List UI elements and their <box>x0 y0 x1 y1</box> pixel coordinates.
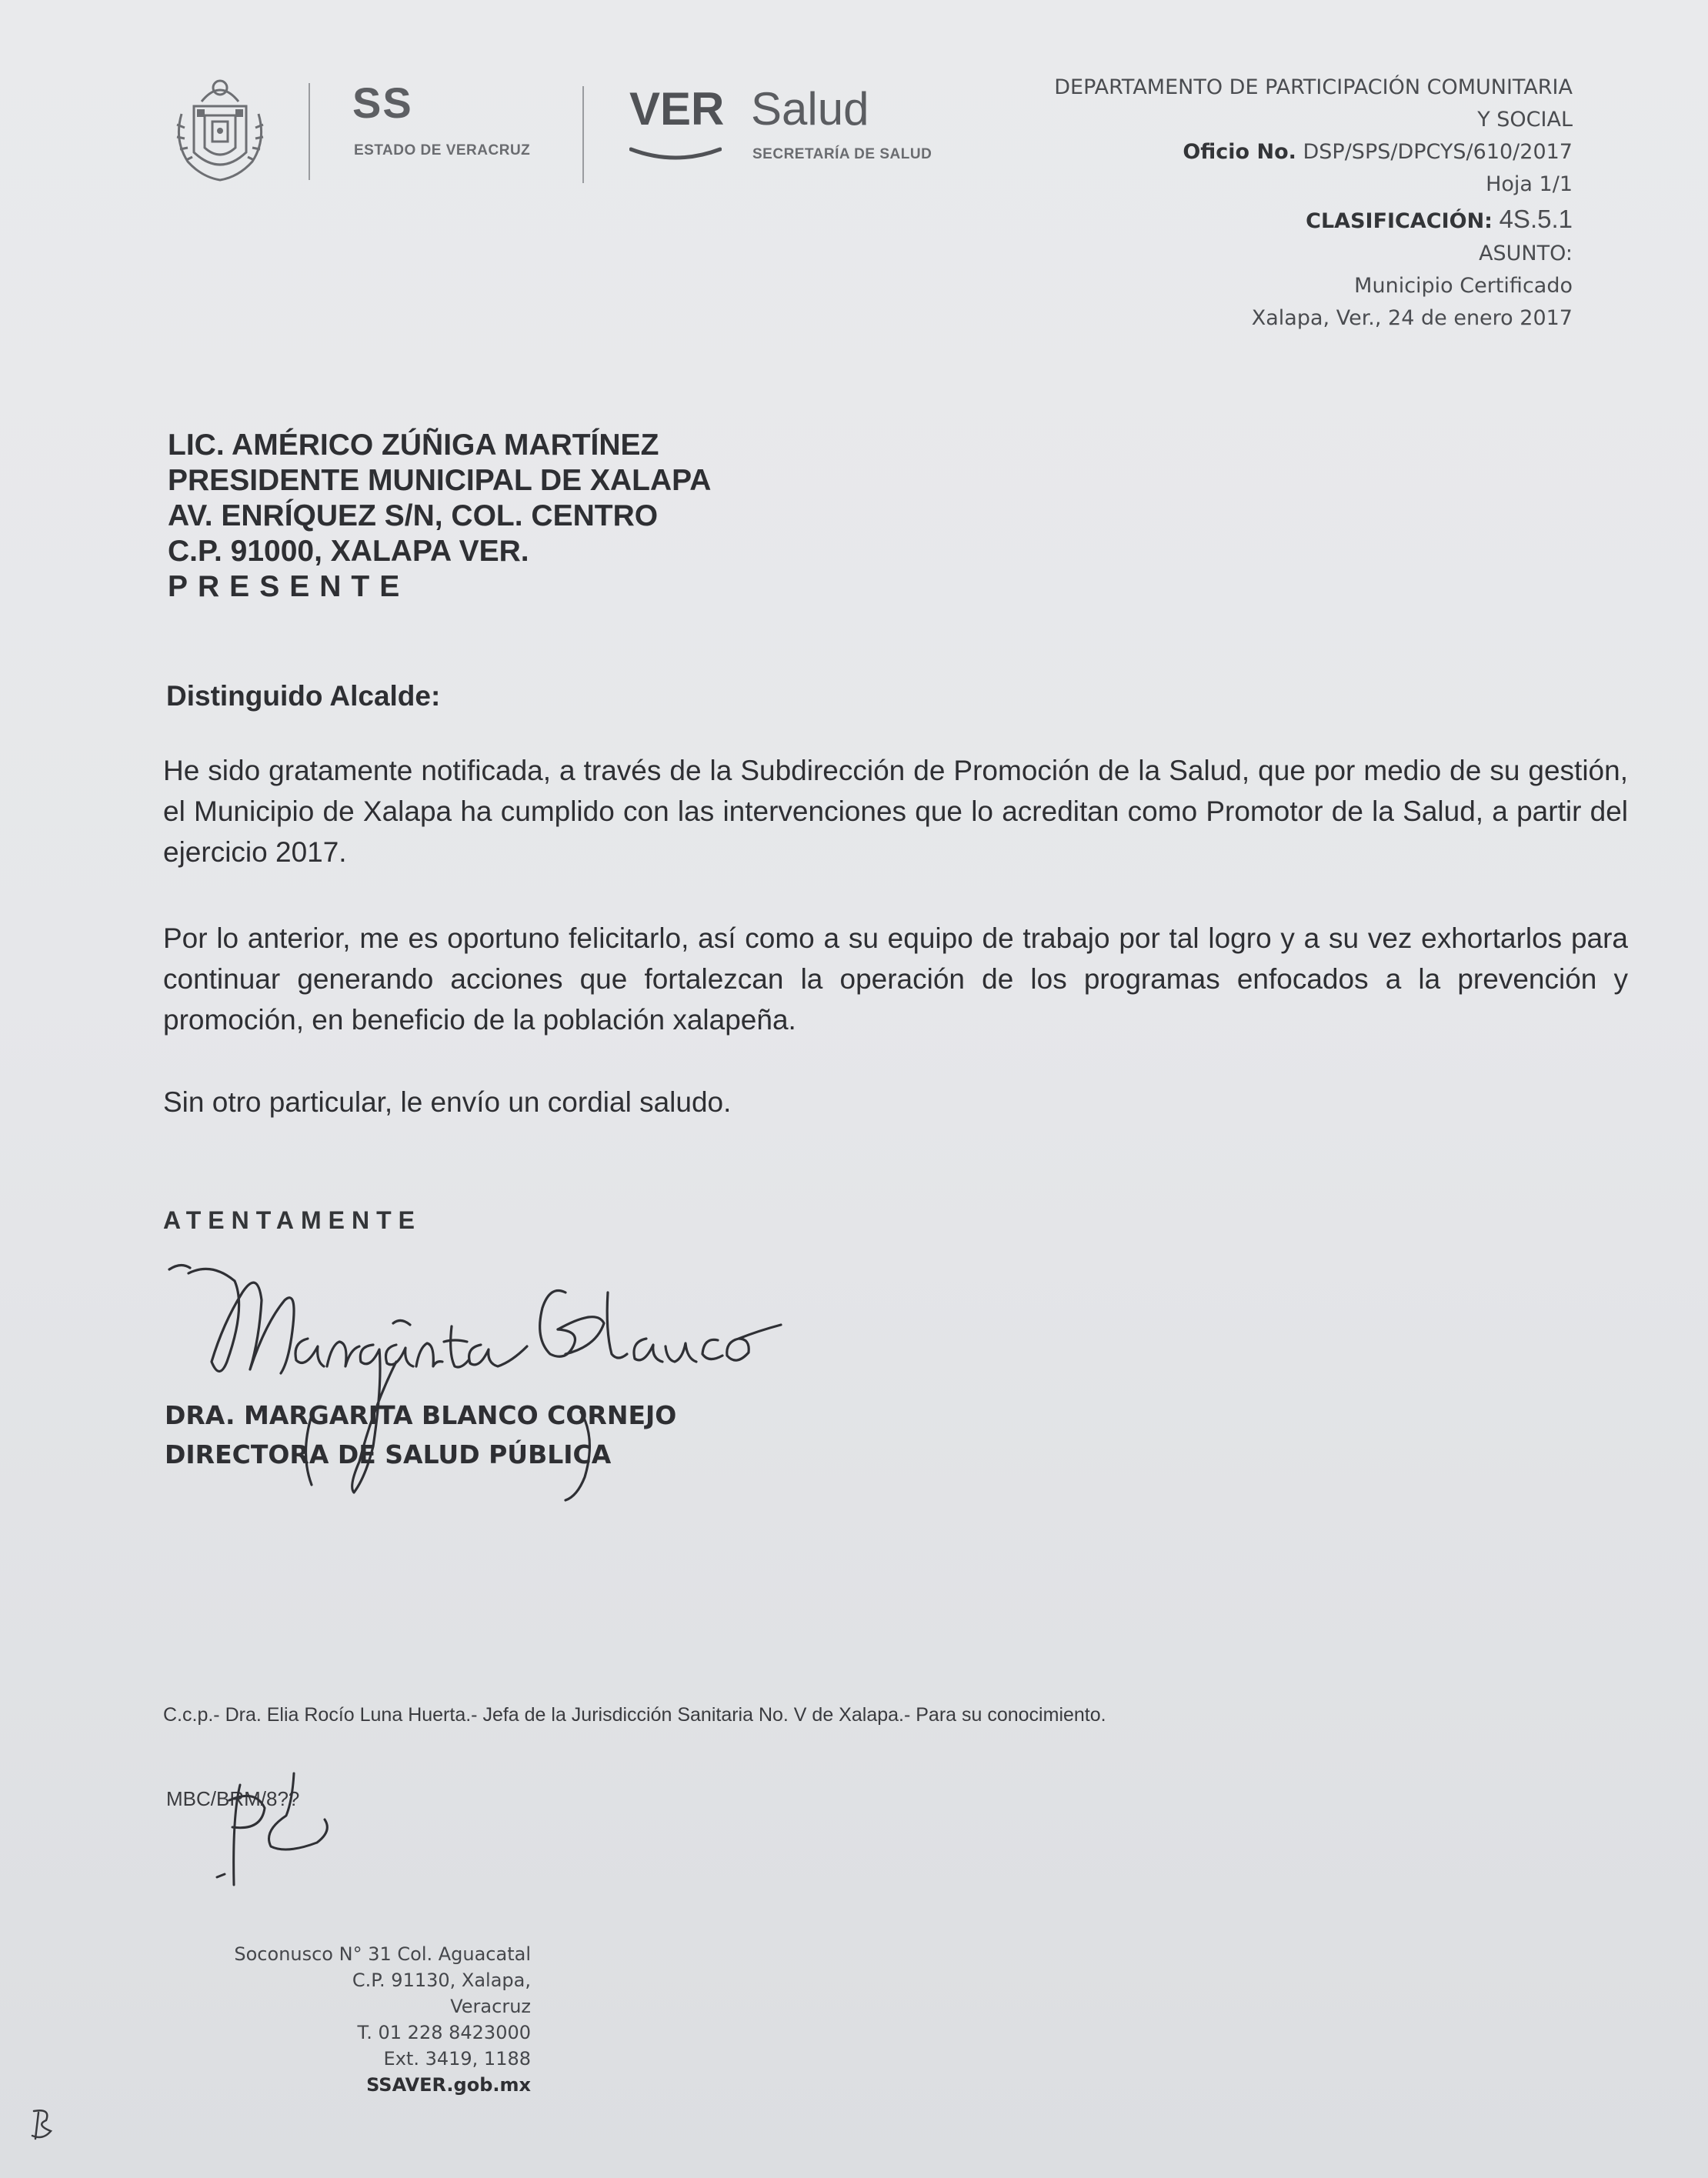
department-line: Y SOCIAL <box>1477 108 1573 132</box>
signer-title: DIRECTORA DE SALUD PÚBLICA <box>165 1439 612 1469</box>
ss-logo-text: SS <box>352 78 413 127</box>
ver-logo-text: VER <box>629 83 725 135</box>
footer-address-line: Soconusco N° 31 Col. Aguacatal <box>234 1943 531 1965</box>
veracruz-coat-of-arms-logo <box>171 71 269 186</box>
letterhead-divider <box>309 83 310 180</box>
letterhead-divider <box>582 86 584 183</box>
closing-line: Sin otro particular, le envío un cordial saludo. <box>163 1086 732 1118</box>
reference-initials: MBC/BRM/8?? <box>166 1787 300 1810</box>
presente-label: PRESENTE <box>168 570 410 603</box>
asunto-value: Municipio Certificado <box>1354 274 1573 298</box>
recipient-street: AV. ENRÍQUEZ S/N, COL. CENTRO <box>168 499 659 532</box>
body-paragraph: He sido gratamente notificada, a través de la Subdirección de Promoción de la Salud, que por medio de su gestión, el Municipio de Xalapa ha cumplido con las intervenciones que lo acreditan como Promotor de la Salud, a partir del ejercicio 2017. <box>163 755 1628 868</box>
handwritten-corner-mark <box>28 2105 58 2143</box>
hoja-line: Hoja 1/1 <box>1486 172 1573 196</box>
recipient-address <box>168 428 711 605</box>
oficio-label: Oficio No. <box>1183 140 1296 164</box>
clasificacion-line <box>1054 206 1573 232</box>
footer-website: SSAVER.gob.mx <box>366 2074 531 2096</box>
oficio-number: DSP/SPS/DPCYS/610/2017 <box>1303 140 1573 164</box>
recipient-name: LIC. AMÉRICO ZÚÑIGA MARTÍNEZ <box>168 429 659 462</box>
signer-name: DRA. MARGARITA BLANCO CORNEJO <box>165 1400 677 1430</box>
salutation: Distinguido Alcalde: <box>166 680 441 712</box>
document-reference-block <box>1054 77 1573 340</box>
carbon-copy-line: C.c.p.- Dra. Elia Rocío Luna Huerta.- Jefa de la Jurisdicción Sanitaria No. V de Xalapa.- Para su conocimiento. <box>163 1704 1106 1726</box>
oficio-line <box>1054 142 1573 162</box>
footer-phone: T. 01 228 8423000 <box>357 2022 531 2043</box>
footer-address-line: C.P. 91130, Xalapa, <box>352 1970 531 1991</box>
salud-logo-text: Salud <box>751 83 869 135</box>
body-paragraph: Por lo anterior, me es oportuno felicitarlo, así como a su equipo de trabajo por tal logro y a su vez exhortarlos para continuar generando acciones que fortalezcan la operación de los programas enfocados a la prevención y promoción, en beneficio de la población xalapeña. <box>163 922 1628 1036</box>
place-date: Xalapa, Ver., 24 de enero 2017 <box>1251 306 1573 330</box>
recipient-city: C.P. 91000, XALAPA VER. <box>168 535 529 568</box>
department-line: DEPARTAMENTO DE PARTICIPACIÓN COMUNITARIA <box>1054 75 1573 99</box>
atentamente-label: ATENTAMENTE <box>163 1206 422 1234</box>
footer-extension: Ext. 3419, 1188 <box>383 2048 531 2070</box>
ss-state-label: ESTADO DE VERACRUZ <box>354 142 531 158</box>
asunto-label: ASUNTO: <box>1479 242 1573 265</box>
clasificacion-label: CLASIFICACIÓN: <box>1306 209 1493 233</box>
handwritten-initials-mark <box>202 1769 348 1893</box>
ver-swoosh-icon <box>629 146 722 163</box>
footer-address-line: Veracruz <box>450 1996 531 2017</box>
secretaria-label: SECRETARÍA DE SALUD <box>752 146 932 162</box>
recipient-position: PRESIDENTE MUNICIPAL DE XALAPA <box>168 464 712 497</box>
clasificacion-code: 4S.5.1 <box>1499 205 1573 233</box>
sender-address-footer <box>185 1941 531 2098</box>
